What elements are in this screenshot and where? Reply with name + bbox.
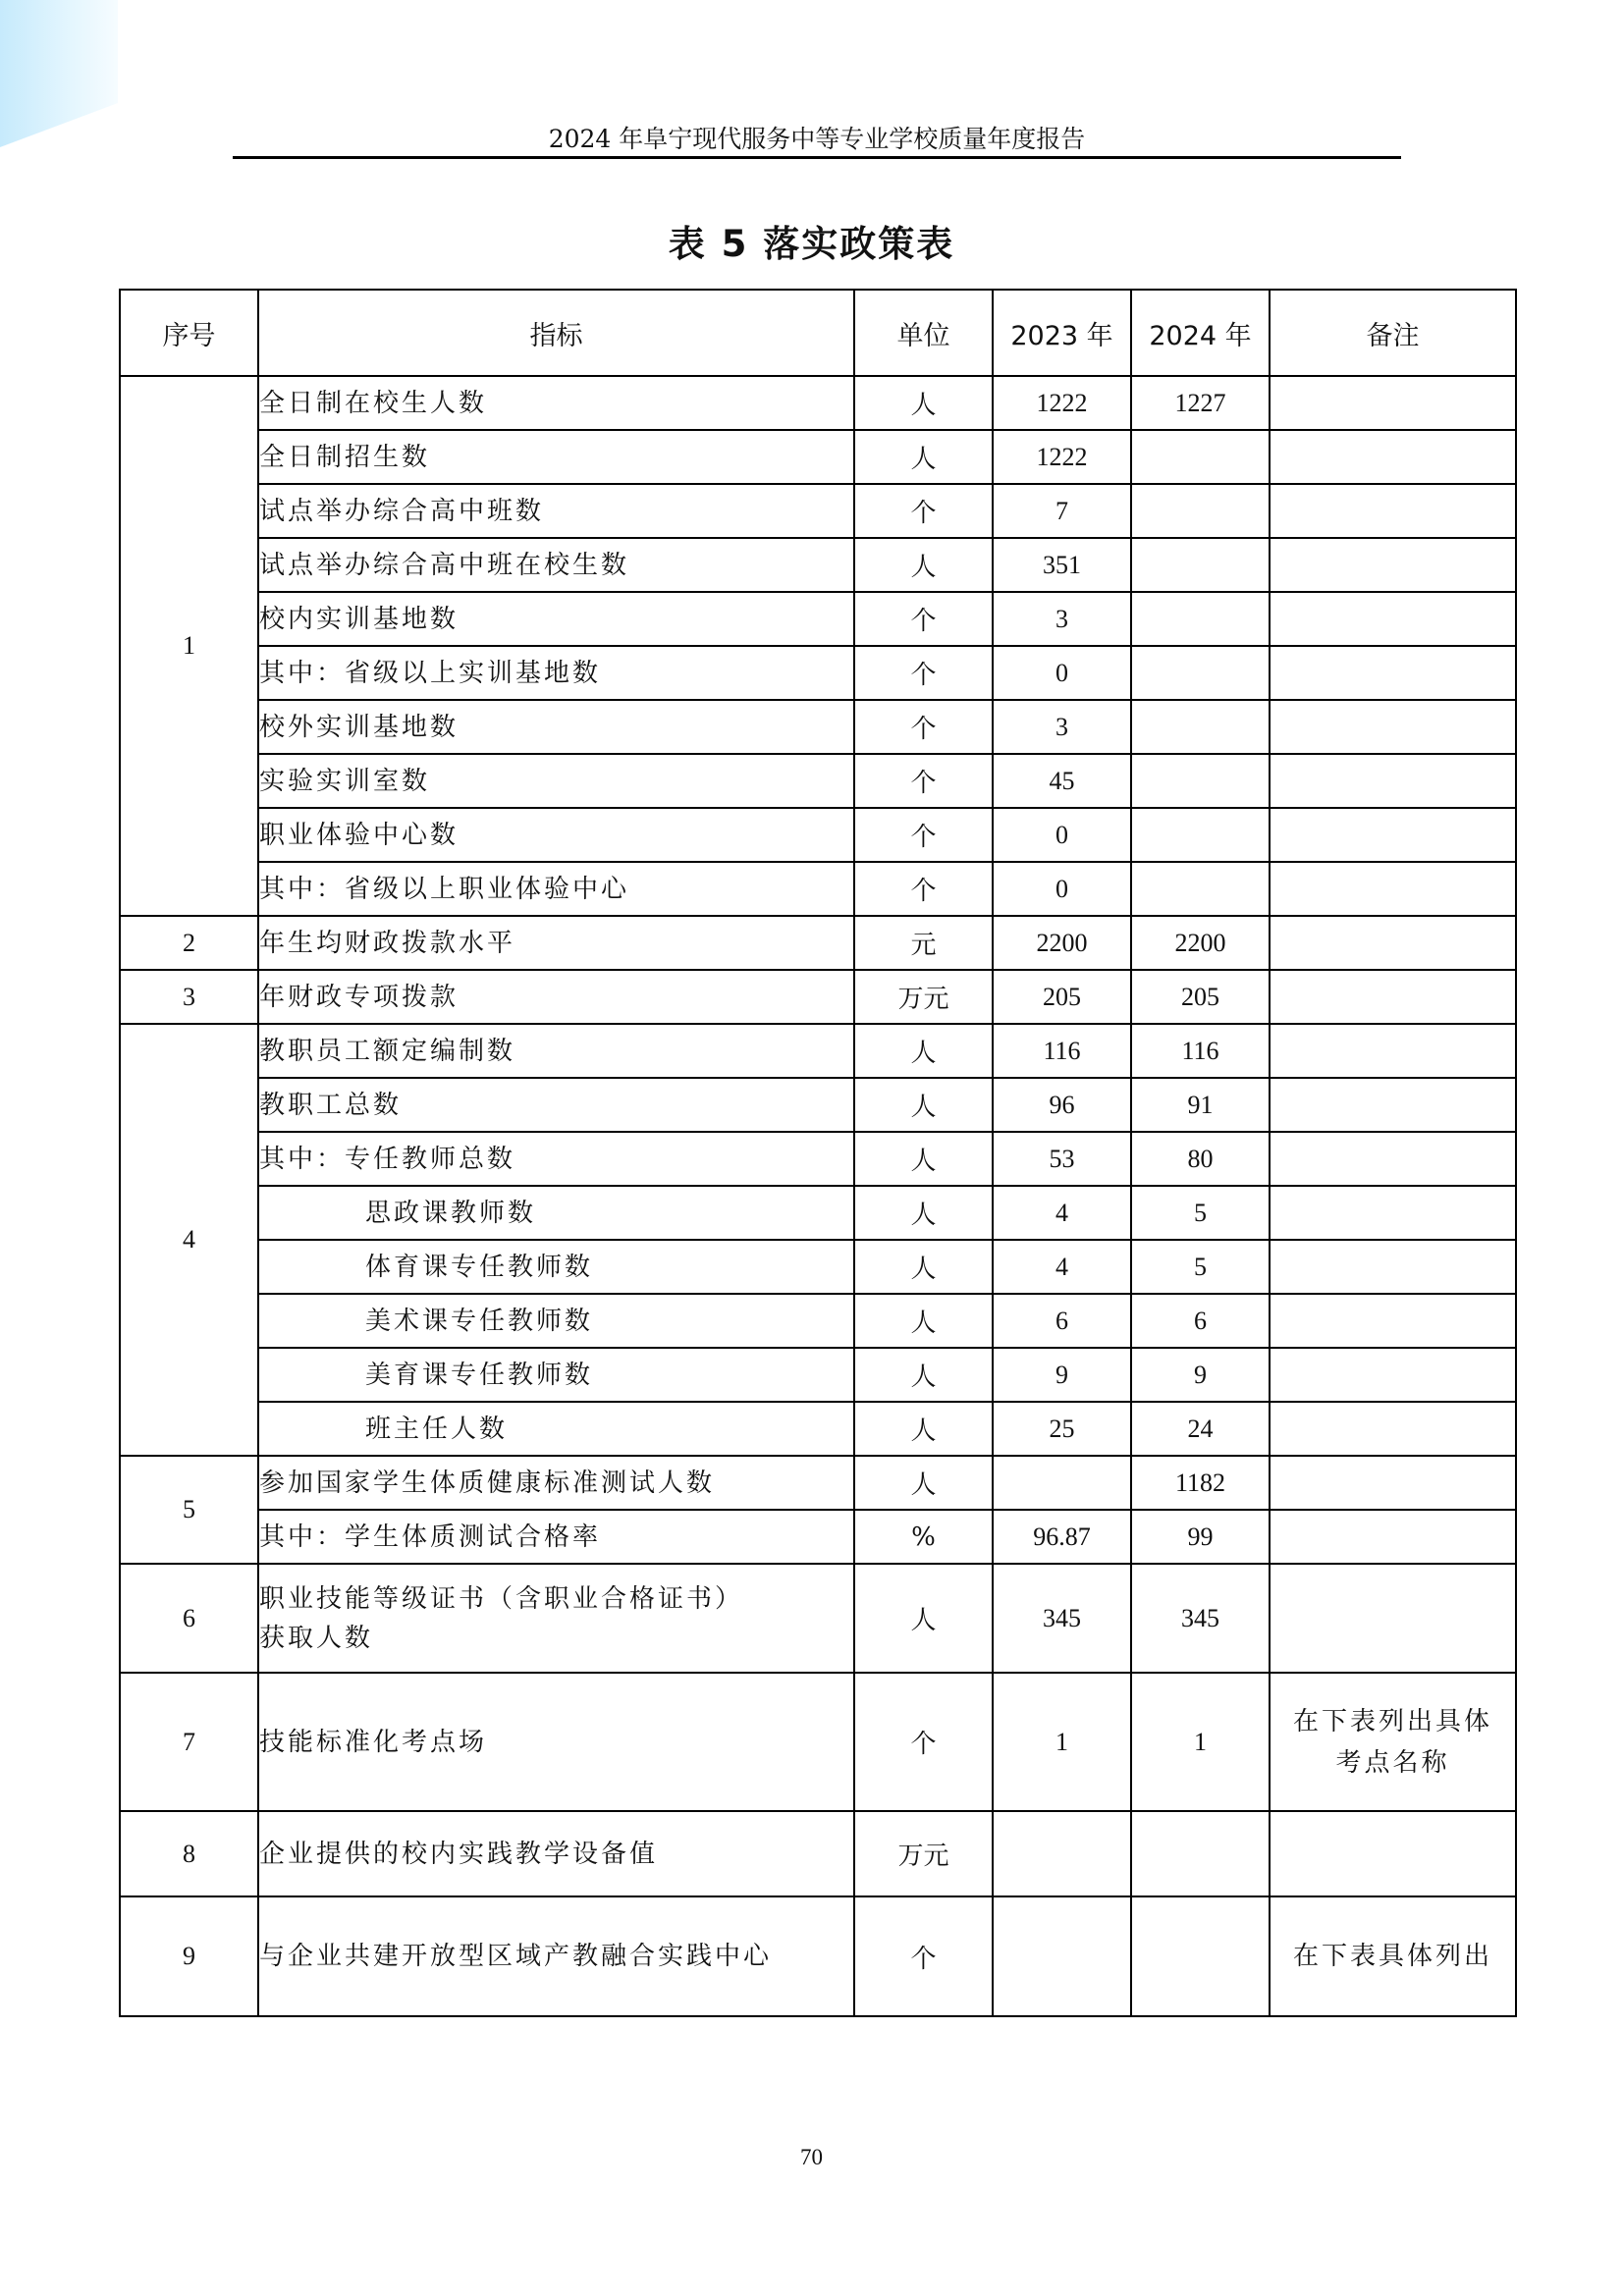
value-2024-cell: [1131, 592, 1270, 646]
note-cell: [1270, 1811, 1516, 1896]
value-2023-cell: 0: [993, 646, 1131, 700]
unit-cell: 人: [854, 1078, 993, 1132]
indicator-cell: 职业体验中心数: [258, 808, 854, 862]
header-row: [120, 290, 1516, 376]
value-2024-cell: 345: [1131, 1564, 1270, 1673]
seq-cell: 4: [120, 1024, 258, 1456]
indicator-cell: 其中：学生体质测试合格率: [258, 1510, 854, 1564]
unit-cell: 人: [854, 1348, 993, 1402]
indicator-cell: 其中：省级以上实训基地数: [258, 646, 854, 700]
value-2024-cell: 24: [1131, 1402, 1270, 1456]
indicator-cell: 教职工总数: [258, 1078, 854, 1132]
table-row: [120, 916, 1516, 970]
seq-cell: 8: [120, 1811, 258, 1896]
unit-cell: %: [854, 1510, 993, 1564]
value-2024-cell: 80: [1131, 1132, 1270, 1186]
note-cell: [1270, 538, 1516, 592]
value-2023-cell: 96.87: [993, 1510, 1131, 1564]
unit-cell: 个: [854, 1896, 993, 2016]
table-row: [120, 1348, 1516, 1402]
indicator-cell: 全日制招生数: [258, 430, 854, 484]
indicator-line: 获取人数: [259, 1623, 374, 1653]
note-cell: [1270, 1078, 1516, 1132]
value-2023-cell: 6: [993, 1294, 1131, 1348]
note-cell: [1270, 700, 1516, 754]
unit-cell: 人: [854, 1564, 993, 1673]
value-2023-cell: [993, 1811, 1131, 1896]
header-2024: 2024 年: [1131, 290, 1270, 376]
value-2024-cell: [1131, 808, 1270, 862]
indicator-cell: 技能标准化考点场: [258, 1673, 854, 1811]
value-2023-cell: 4: [993, 1240, 1131, 1294]
table-row: [120, 970, 1516, 1024]
value-2023-cell: [993, 1896, 1131, 2016]
value-2023-cell: 351: [993, 538, 1131, 592]
unit-cell: 个: [854, 592, 993, 646]
indicator-cell: 试点举办综合高中班数: [258, 484, 854, 538]
value-2023-cell: 2200: [993, 916, 1131, 970]
table-row: [120, 1564, 1516, 1673]
value-2023-cell: 25: [993, 1402, 1131, 1456]
note-cell: [1270, 754, 1516, 808]
value-2024-cell: 116: [1131, 1024, 1270, 1078]
table-row: [120, 592, 1516, 646]
unit-cell: 人: [854, 1024, 993, 1078]
value-2024-cell: [1131, 754, 1270, 808]
table-row: [120, 862, 1516, 916]
value-2023-cell: 45: [993, 754, 1131, 808]
header-rule: [233, 156, 1401, 159]
unit-cell: 个: [854, 484, 993, 538]
table-row: [120, 538, 1516, 592]
decorative-corner-gradient: [0, 0, 118, 147]
unit-cell: 人: [854, 1294, 993, 1348]
unit-cell: 元: [854, 916, 993, 970]
value-2023-cell: 0: [993, 862, 1131, 916]
note-cell: [1270, 1294, 1516, 1348]
note-cell: [1270, 1240, 1516, 1294]
note-cell: [1270, 970, 1516, 1024]
table-row: [120, 484, 1516, 538]
value-2024-cell: 99: [1131, 1510, 1270, 1564]
indicator-cell: 班主任人数: [258, 1402, 854, 1456]
table-row: [120, 1673, 1516, 1811]
indicator-cell: 校外实训基地数: [258, 700, 854, 754]
note-cell: [1270, 1132, 1516, 1186]
unit-cell: 个: [854, 808, 993, 862]
value-2023-cell: 1222: [993, 376, 1131, 430]
note-cell: [1270, 1673, 1516, 1811]
header-note: 备注: [1270, 290, 1516, 376]
indicator-cell: 试点举办综合高中班在校生数: [258, 538, 854, 592]
indicator-cell: 全日制在校生人数: [258, 376, 854, 430]
note-cell: [1270, 1348, 1516, 1402]
table-row: [120, 754, 1516, 808]
unit-cell: 人: [854, 1402, 993, 1456]
indicator-cell: 美术课专任教师数: [258, 1294, 854, 1348]
unit-cell: 人: [854, 1132, 993, 1186]
indicator-cell: 企业提供的校内实践教学设备值: [258, 1811, 854, 1896]
table-row: [120, 1811, 1516, 1896]
value-2024-cell: [1131, 538, 1270, 592]
indicator-cell: 与企业共建开放型区域产教融合实践中心: [258, 1896, 854, 2016]
value-2024-cell: 5: [1131, 1240, 1270, 1294]
table-row: [120, 1294, 1516, 1348]
value-2024-cell: [1131, 430, 1270, 484]
value-2023-cell: 4: [993, 1186, 1131, 1240]
value-2023-cell: 1: [993, 1673, 1131, 1811]
value-2024-cell: [1131, 1811, 1270, 1896]
value-2023-cell: 205: [993, 970, 1131, 1024]
unit-cell: 个: [854, 646, 993, 700]
value-2023-cell: [993, 1456, 1131, 1510]
indicator-cell: 教职员工额定编制数: [258, 1024, 854, 1078]
unit-cell: 个: [854, 862, 993, 916]
policy-table: [119, 289, 1517, 2017]
value-2024-cell: 6: [1131, 1294, 1270, 1348]
value-2024-cell: [1131, 700, 1270, 754]
table-row: [120, 376, 1516, 430]
value-2023-cell: 1222: [993, 430, 1131, 484]
note-cell: [1270, 1186, 1516, 1240]
note-cell: [1270, 1024, 1516, 1078]
table-row: [120, 430, 1516, 484]
value-2023-cell: 53: [993, 1132, 1131, 1186]
indicator-cell: 年生均财政拨款水平: [258, 916, 854, 970]
unit-cell: 个: [854, 754, 993, 808]
value-2024-cell: 1: [1131, 1673, 1270, 1811]
indicator-cell: 其中：专任教师总数: [258, 1132, 854, 1186]
value-2024-cell: 91: [1131, 1078, 1270, 1132]
seq-cell: 9: [120, 1896, 258, 2016]
note-cell: 在下表具体列出: [1270, 1896, 1516, 2016]
table-row: [120, 646, 1516, 700]
seq-cell: 6: [120, 1564, 258, 1673]
note-line: 在下表列出具体: [1292, 1706, 1492, 1736]
value-2023-cell: 9: [993, 1348, 1131, 1402]
note-line: 考点名称: [1335, 1747, 1450, 1778]
header-indicator: 指标: [258, 290, 854, 376]
indicator-cell: [258, 1564, 854, 1673]
note-cell: [1270, 484, 1516, 538]
note-cell: [1270, 1564, 1516, 1673]
value-2023-cell: 7: [993, 484, 1131, 538]
unit-cell: 个: [854, 700, 993, 754]
indicator-cell: 其中：省级以上职业体验中心: [258, 862, 854, 916]
value-2024-cell: [1131, 862, 1270, 916]
table-row: [120, 1078, 1516, 1132]
note-cell: [1270, 1402, 1516, 1456]
table-row: [120, 1456, 1516, 1510]
seq-cell: 5: [120, 1456, 258, 1564]
table-row: [120, 1402, 1516, 1456]
value-2023-cell: 116: [993, 1024, 1131, 1078]
value-2023-cell: 96: [993, 1078, 1131, 1132]
unit-cell: 万元: [854, 970, 993, 1024]
indicator-cell: 美育课专任教师数: [258, 1348, 854, 1402]
running-header: 2024 年阜宁现代服务中等专业学校质量年度报告: [548, 125, 1086, 153]
value-2024-cell: 5: [1131, 1186, 1270, 1240]
indicator-cell: 校内实训基地数: [258, 592, 854, 646]
value-2024-cell: 9: [1131, 1348, 1270, 1402]
header-2023: 2023 年: [993, 290, 1131, 376]
table-row: [120, 700, 1516, 754]
table-row: [120, 1186, 1516, 1240]
table-row: [120, 1510, 1516, 1564]
note-cell: [1270, 862, 1516, 916]
indicator-cell: 体育课专任教师数: [258, 1240, 854, 1294]
unit-cell: 人: [854, 538, 993, 592]
indicator-cell: 参加国家学生体质健康标准测试人数: [258, 1456, 854, 1510]
seq-cell: 2: [120, 916, 258, 970]
table-row: [120, 808, 1516, 862]
unit-cell: 人: [854, 1456, 993, 1510]
header-unit: 单位: [854, 290, 993, 376]
note-cell: [1270, 916, 1516, 970]
table-row: [120, 1896, 1516, 2016]
seq-cell: 1: [120, 376, 258, 916]
indicator-cell: 年财政专项拨款: [258, 970, 854, 1024]
note-cell: [1270, 1456, 1516, 1510]
value-2024-cell: [1131, 1896, 1270, 2016]
value-2023-cell: 3: [993, 592, 1131, 646]
value-2024-cell: 1182: [1131, 1456, 1270, 1510]
value-2024-cell: 205: [1131, 970, 1270, 1024]
value-2024-cell: 1227: [1131, 376, 1270, 430]
table-row: [120, 1132, 1516, 1186]
value-2024-cell: [1131, 484, 1270, 538]
value-2024-cell: [1131, 646, 1270, 700]
note-cell: [1270, 646, 1516, 700]
seq-cell: 7: [120, 1673, 258, 1811]
unit-cell: 万元: [854, 1811, 993, 1896]
note-cell: [1270, 376, 1516, 430]
note-cell: [1270, 1510, 1516, 1564]
indicator-cell: 实验实训室数: [258, 754, 854, 808]
table-row: [120, 1240, 1516, 1294]
value-2023-cell: 0: [993, 808, 1131, 862]
note-cell: [1270, 592, 1516, 646]
note-cell: [1270, 430, 1516, 484]
unit-cell: 人: [854, 376, 993, 430]
value-2023-cell: 3: [993, 700, 1131, 754]
header-seq: 序号: [120, 290, 258, 376]
value-2024-cell: 2200: [1131, 916, 1270, 970]
page-number: 70: [800, 2145, 823, 2169]
seq-cell: 3: [120, 970, 258, 1024]
unit-cell: 个: [854, 1673, 993, 1811]
indicator-line: 职业技能等级证书（含职业合格证书）: [259, 1583, 744, 1614]
table-row: [120, 1024, 1516, 1078]
table-title: 表 5 落实政策表: [668, 223, 955, 265]
unit-cell: 人: [854, 1186, 993, 1240]
unit-cell: 人: [854, 1240, 993, 1294]
note-cell: [1270, 808, 1516, 862]
indicator-cell: 思政课教师数: [258, 1186, 854, 1240]
unit-cell: 人: [854, 430, 993, 484]
value-2023-cell: 345: [993, 1564, 1131, 1673]
